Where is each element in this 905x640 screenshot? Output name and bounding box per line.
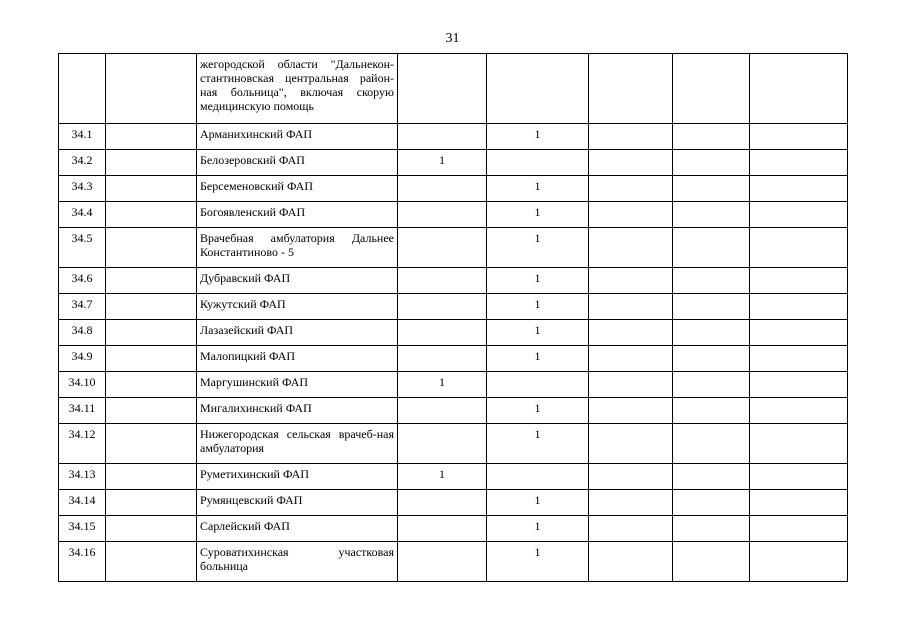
table-cell-col2 [106,542,197,582]
table-cell-col8 [750,124,848,150]
table-cell-col2 [106,176,197,202]
table-cell-col7 [673,490,750,516]
table-cell-col4 [398,268,487,294]
table-cell-col8 [750,228,848,268]
table-cell-col8 [750,202,848,228]
table-cell-name: Берсеменовский ФАП [197,176,398,202]
table-cell-col8 [750,490,848,516]
table-cell-col7 [673,424,750,464]
table-cell-num: 34.15 [59,516,106,542]
table-cell-num: 34.13 [59,464,106,490]
table-cell-col4 [398,176,487,202]
table-row [59,424,848,464]
table-row [59,516,848,542]
table-cell-col5 [487,372,589,398]
table-cell-col4: 1 [398,464,487,490]
table-cell-num: 34.6 [59,268,106,294]
table-cell-col2 [106,202,197,228]
table-cell-col7 [673,542,750,582]
table-cell-col7 [673,54,750,124]
table-cell-col8 [750,294,848,320]
table-cell-col6 [589,294,673,320]
table-cell-num: 34.11 [59,398,106,424]
table-cell-col4 [398,54,487,124]
table-cell-col5: 1 [487,398,589,424]
table-cell-col6 [589,202,673,228]
table-cell-col2 [106,228,197,268]
table-cell-col8 [750,54,848,124]
table-cell-name: Руметихинский ФАП [197,464,398,490]
table-cell-num: 34.9 [59,346,106,372]
table-cell-col2 [106,398,197,424]
table-cell-name: Нижегородская сельская врачеб-ная амбулатория [197,424,398,464]
table-cell-col7 [673,202,750,228]
table-cell-col6 [589,346,673,372]
table-cell-col7 [673,268,750,294]
table-cell-num: 34.14 [59,490,106,516]
table-row [59,202,848,228]
table-cell-col8 [750,320,848,346]
table-cell-num [59,54,106,124]
table-cell-name: Арманихинский ФАП [197,124,398,150]
table-cell-col4: 1 [398,372,487,398]
table-row [59,464,848,490]
table-cell-col4 [398,228,487,268]
table-cell-col5: 1 [487,124,589,150]
table-row-continuation [59,54,848,124]
table-cell-name: Маргушинский ФАП [197,372,398,398]
table-cell-col8 [750,176,848,202]
table-cell-col2 [106,516,197,542]
table-cell-col7 [673,372,750,398]
table-cell-col6 [589,150,673,176]
table-row [59,372,848,398]
table-cell-col2 [106,464,197,490]
table-cell-col8 [750,346,848,372]
table-cell-col5: 1 [487,320,589,346]
table-cell-col5 [487,464,589,490]
table-cell-col6 [589,372,673,398]
table-cell-num: 34.16 [59,542,106,582]
table-cell-num: 34.2 [59,150,106,176]
table-cell-col7 [673,464,750,490]
table-cell-col7 [673,320,750,346]
table-cell-col7 [673,124,750,150]
table-cell-num: 34.1 [59,124,106,150]
table-cell-name: Мигалихинский ФАП [197,398,398,424]
table-cell-col2 [106,372,197,398]
table-row [59,176,848,202]
table-cell-col5: 1 [487,268,589,294]
table-cell-num: 34.7 [59,294,106,320]
table-cell-col2 [106,124,197,150]
table-cell-name: Врачебная амбулатория Дальнее Константиново - 5 [197,228,398,268]
table-cell-name: жегородской области "Дальнекон-стантиновская центральная район-ная больница", включая скорую медицинскую помощь [197,54,398,124]
table-cell-col2 [106,54,197,124]
table-row [59,228,848,268]
table-cell-col6 [589,490,673,516]
table-cell-col5 [487,54,589,124]
table-cell-col6 [589,54,673,124]
table-cell-col5: 1 [487,176,589,202]
table-row [59,268,848,294]
table-cell-col4 [398,542,487,582]
table-cell-num: 34.8 [59,320,106,346]
table-cell-col8 [750,398,848,424]
table-row [59,542,848,582]
table-cell-col2 [106,150,197,176]
table-cell-col7 [673,516,750,542]
table-cell-col5: 1 [487,424,589,464]
table-row [59,294,848,320]
table-cell-col8 [750,150,848,176]
table-cell-col8 [750,372,848,398]
table-cell-name: Богоявленский ФАП [197,202,398,228]
table-cell-col5: 1 [487,294,589,320]
table-cell-col6 [589,424,673,464]
table-cell-col5: 1 [487,542,589,582]
table-cell-num: 34.12 [59,424,106,464]
table-cell-col4 [398,124,487,150]
table-cell-col5: 1 [487,202,589,228]
table-cell-col2 [106,490,197,516]
table-cell-col6 [589,516,673,542]
table-cell-col7 [673,346,750,372]
table-cell-col4 [398,320,487,346]
facilities-table [58,53,848,582]
table-cell-col4 [398,424,487,464]
table-cell-col5: 1 [487,228,589,268]
table-cell-col4 [398,516,487,542]
table-cell-col7 [673,228,750,268]
table-cell-col7 [673,294,750,320]
table-cell-col7 [673,398,750,424]
table-cell-col4: 1 [398,150,487,176]
table-cell-name: Румянцевский ФАП [197,490,398,516]
table-cell-col4 [398,346,487,372]
table-cell-col5 [487,150,589,176]
table-cell-col6 [589,542,673,582]
table-cell-col6 [589,176,673,202]
table-cell-name: Сарлейский ФАП [197,516,398,542]
table-cell-name: Кужутский ФАП [197,294,398,320]
table-cell-name: Малопицкий ФАП [197,346,398,372]
table-cell-num: 34.10 [59,372,106,398]
table-cell-col2 [106,320,197,346]
table-cell-col2 [106,424,197,464]
table-cell-name: Белозеровский ФАП [197,150,398,176]
table-cell-col8 [750,268,848,294]
table-cell-col2 [106,294,197,320]
table-cell-col6 [589,268,673,294]
table-cell-col8 [750,516,848,542]
table-cell-col6 [589,464,673,490]
table-cell-col5: 1 [487,490,589,516]
table-cell-col8 [750,542,848,582]
table-cell-col4 [398,490,487,516]
table-cell-col6 [589,320,673,346]
table-cell-name: Дубравский ФАП [197,268,398,294]
table-row [59,346,848,372]
table-cell-col5: 1 [487,346,589,372]
table-cell-col2 [106,346,197,372]
table-cell-col7 [673,176,750,202]
table-row [59,490,848,516]
table-cell-num: 34.5 [59,228,106,268]
table-cell-name: Лазазейский ФАП [197,320,398,346]
table-row [59,320,848,346]
table-cell-col8 [750,424,848,464]
table-cell-col4 [398,294,487,320]
table-cell-col6 [589,398,673,424]
table-cell-col5: 1 [487,516,589,542]
table-cell-col8 [750,464,848,490]
table-row [59,124,848,150]
table-cell-col2 [106,268,197,294]
table-cell-num: 34.3 [59,176,106,202]
table-cell-num: 34.4 [59,202,106,228]
page-number: 31 [445,31,460,46]
table-row [59,150,848,176]
table-cell-name: Суроватихинская участковая больница [197,542,398,582]
table-cell-col6 [589,228,673,268]
table-cell-col4 [398,202,487,228]
table-cell-col4 [398,398,487,424]
table-cell-col6 [589,124,673,150]
table-row [59,398,848,424]
table-cell-col7 [673,150,750,176]
